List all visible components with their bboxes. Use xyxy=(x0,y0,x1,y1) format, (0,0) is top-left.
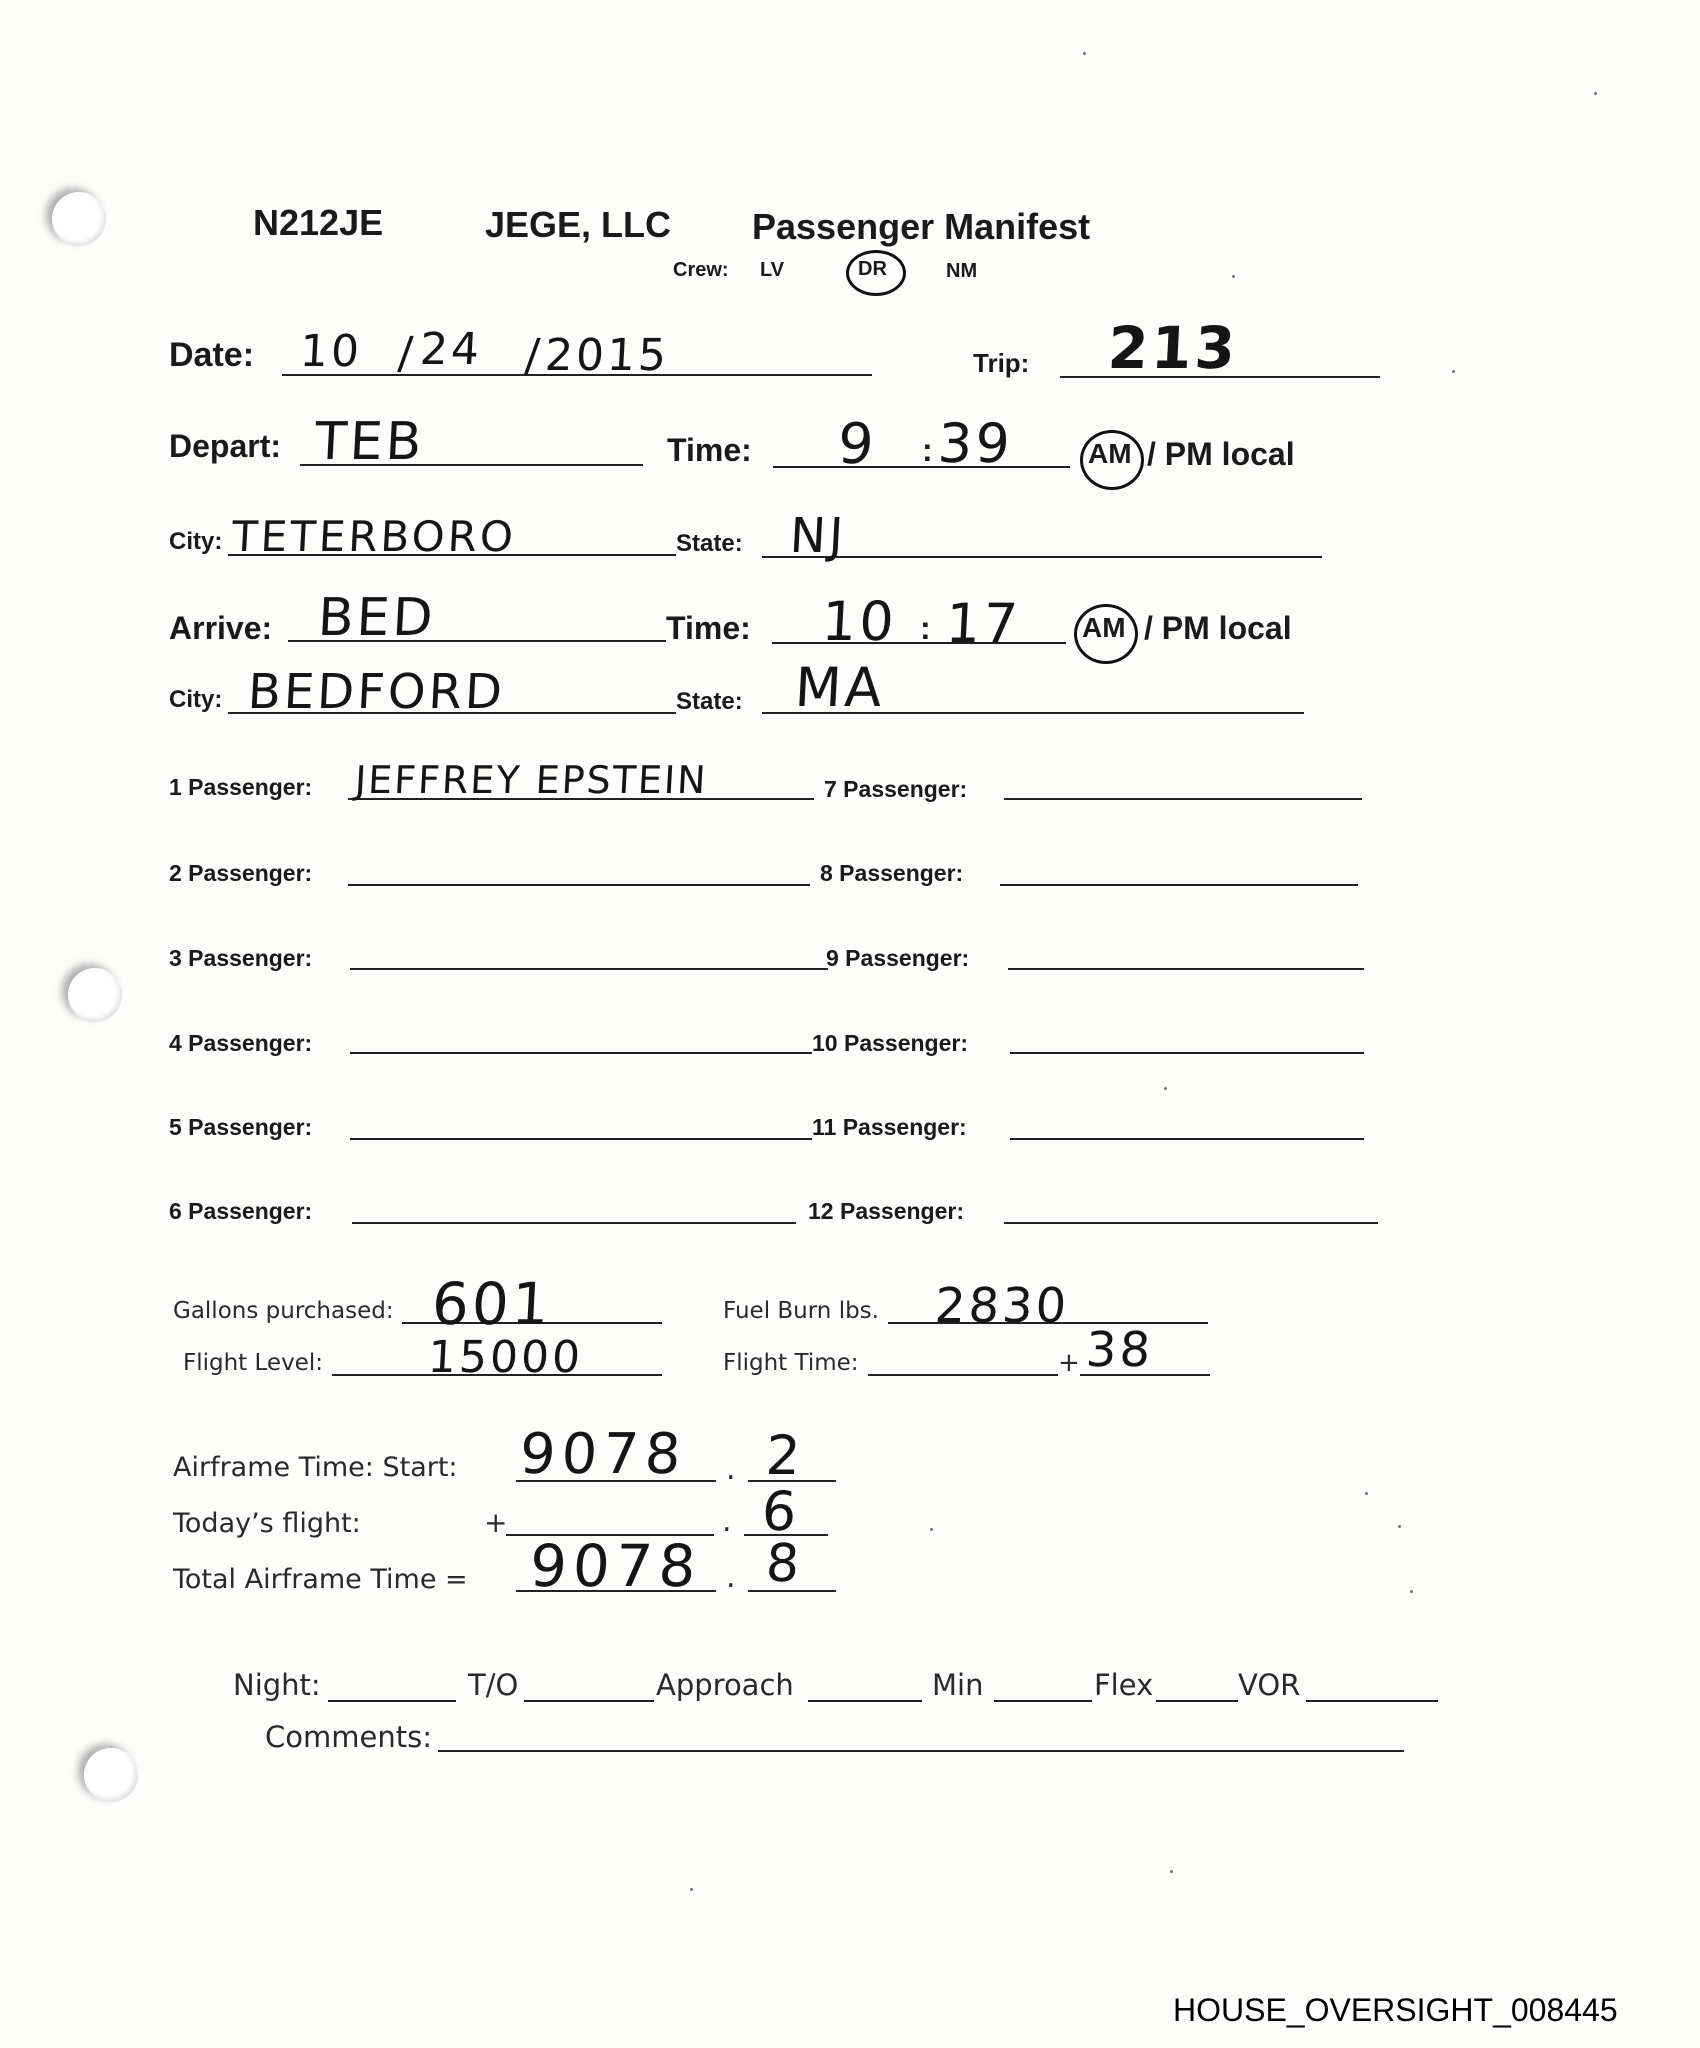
passenger-label: 8 Passenger: xyxy=(820,860,964,886)
to-label: T/O xyxy=(468,1668,519,1702)
airframe-start-tenths: 2 xyxy=(764,1424,806,1487)
passenger-label: 2 Passenger: xyxy=(169,860,313,886)
total-airframe-label: Total Airframe Time = xyxy=(173,1564,468,1595)
arrive-city-label: City: xyxy=(169,686,223,713)
arrive-state: MA xyxy=(793,656,887,719)
airframe-start-dot: . xyxy=(726,1452,736,1487)
arrive-state-label: State: xyxy=(676,688,743,715)
passenger-label: 9 Passenger: xyxy=(826,945,970,971)
total-airframe-dot: . xyxy=(726,1560,736,1595)
total-airframe-whole: 9078 xyxy=(528,1532,704,1600)
arrive-code: BED xyxy=(316,588,438,648)
depart-pm-local: / PM local xyxy=(1147,436,1295,472)
depart-time-label: Time: xyxy=(667,432,752,468)
flight-level-value: 15000 xyxy=(426,1332,585,1383)
date-year: 2015 xyxy=(543,330,671,381)
depart-city-label: City: xyxy=(169,528,223,555)
approach-label: Approach xyxy=(656,1668,794,1702)
depart-minute: 39 xyxy=(936,412,1015,475)
passenger-label: 7 Passenger: xyxy=(824,776,968,802)
passenger-label: 3 Passenger: xyxy=(169,945,313,971)
trip-number: 213 xyxy=(1106,314,1240,382)
passenger-label: 6 Passenger: xyxy=(169,1198,313,1224)
todays-flight-dot: . xyxy=(722,1504,732,1539)
punch-hole-top xyxy=(52,192,106,246)
airframe-start-whole: 9078 xyxy=(518,1422,689,1487)
gallons-label: Gallons purchased: xyxy=(173,1298,394,1324)
depart-state-label: State: xyxy=(676,530,743,557)
flex-label: Flex xyxy=(1094,1668,1154,1702)
passenger-label: 12 Passenger: xyxy=(808,1198,964,1224)
comments-label: Comments: xyxy=(265,1720,432,1754)
date-month: 10 xyxy=(298,326,364,377)
crew-option-dr: DR xyxy=(858,258,887,280)
passenger-label: 11 Passenger: xyxy=(812,1114,967,1140)
depart-am-circle xyxy=(1080,430,1144,490)
flight-level-label: Flight Level: xyxy=(183,1350,323,1376)
arrive-minute: 17 xyxy=(944,592,1023,655)
crew-label: Crew: xyxy=(673,259,729,281)
depart-am: AM xyxy=(1088,438,1132,469)
total-airframe-tenths: 8 xyxy=(764,1534,804,1594)
date-sep-1: / xyxy=(396,328,418,379)
depart-state: NJ xyxy=(788,508,848,564)
arrive-am: AM xyxy=(1082,612,1126,643)
night-label: Night: xyxy=(233,1668,321,1702)
arrive-pm-local: / PM local xyxy=(1144,610,1292,646)
min-label: Min xyxy=(932,1668,984,1702)
arrive-hour: 10 xyxy=(820,590,899,653)
flight-time-label: Flight Time: xyxy=(723,1350,859,1376)
todays-flight-tenths: 6 xyxy=(760,1480,802,1543)
tail-number: N212JE xyxy=(253,202,384,243)
vor-label: VOR xyxy=(1238,1668,1301,1702)
airframe-start-label: Airframe Time: Start: xyxy=(173,1452,458,1483)
depart-time-colon: : xyxy=(922,432,933,468)
depart-label: Depart: xyxy=(169,428,282,464)
passenger-label: 1 Passenger: xyxy=(169,774,313,800)
page-title: Passenger Manifest xyxy=(752,206,1091,247)
gallons-value: 601 xyxy=(430,1270,554,1338)
date-label: Date: xyxy=(169,336,255,374)
arrive-am-circle xyxy=(1074,604,1138,664)
depart-hour: 9 xyxy=(836,412,879,477)
arrive-label: Arrive: xyxy=(169,610,273,646)
company-name: JEGE, LLC xyxy=(485,204,672,245)
arrive-time-colon: : xyxy=(920,610,931,646)
passenger-label: 4 Passenger: xyxy=(169,1030,313,1056)
todays-flight-plus: + xyxy=(484,1506,508,1539)
date-day: 24 xyxy=(418,324,484,375)
crew-option-nm: NM xyxy=(946,260,978,282)
arrive-city: BEDFORD xyxy=(246,664,507,720)
punch-hole-bottom xyxy=(84,1748,138,1802)
trip-label: Trip: xyxy=(973,348,1030,378)
fuel-burn-value: 2830 xyxy=(933,1278,1071,1334)
depart-code: TEB xyxy=(313,412,426,472)
flight-time-value: 38 xyxy=(1084,1322,1155,1378)
arrive-time-label: Time: xyxy=(666,610,751,646)
passenger-label: 10 Passenger: xyxy=(812,1030,968,1056)
crew-selected-circle xyxy=(846,250,906,296)
todays-flight-label: Today’s flight: xyxy=(173,1508,361,1539)
passenger-label: 5 Passenger: xyxy=(169,1114,313,1140)
passenger-name: JEFFREY EPSTEIN xyxy=(353,758,709,802)
bates-number: HOUSE_OVERSIGHT_008445 xyxy=(1173,1992,1618,2028)
crew-option-lv: LV xyxy=(760,259,785,281)
flight-time-plus: + xyxy=(1058,1348,1080,1378)
fuel-burn-label: Fuel Burn lbs. xyxy=(723,1298,879,1324)
date-sep-2: / xyxy=(523,330,545,381)
punch-hole-middle xyxy=(68,968,122,1022)
depart-city: TETERBORO xyxy=(230,512,518,561)
